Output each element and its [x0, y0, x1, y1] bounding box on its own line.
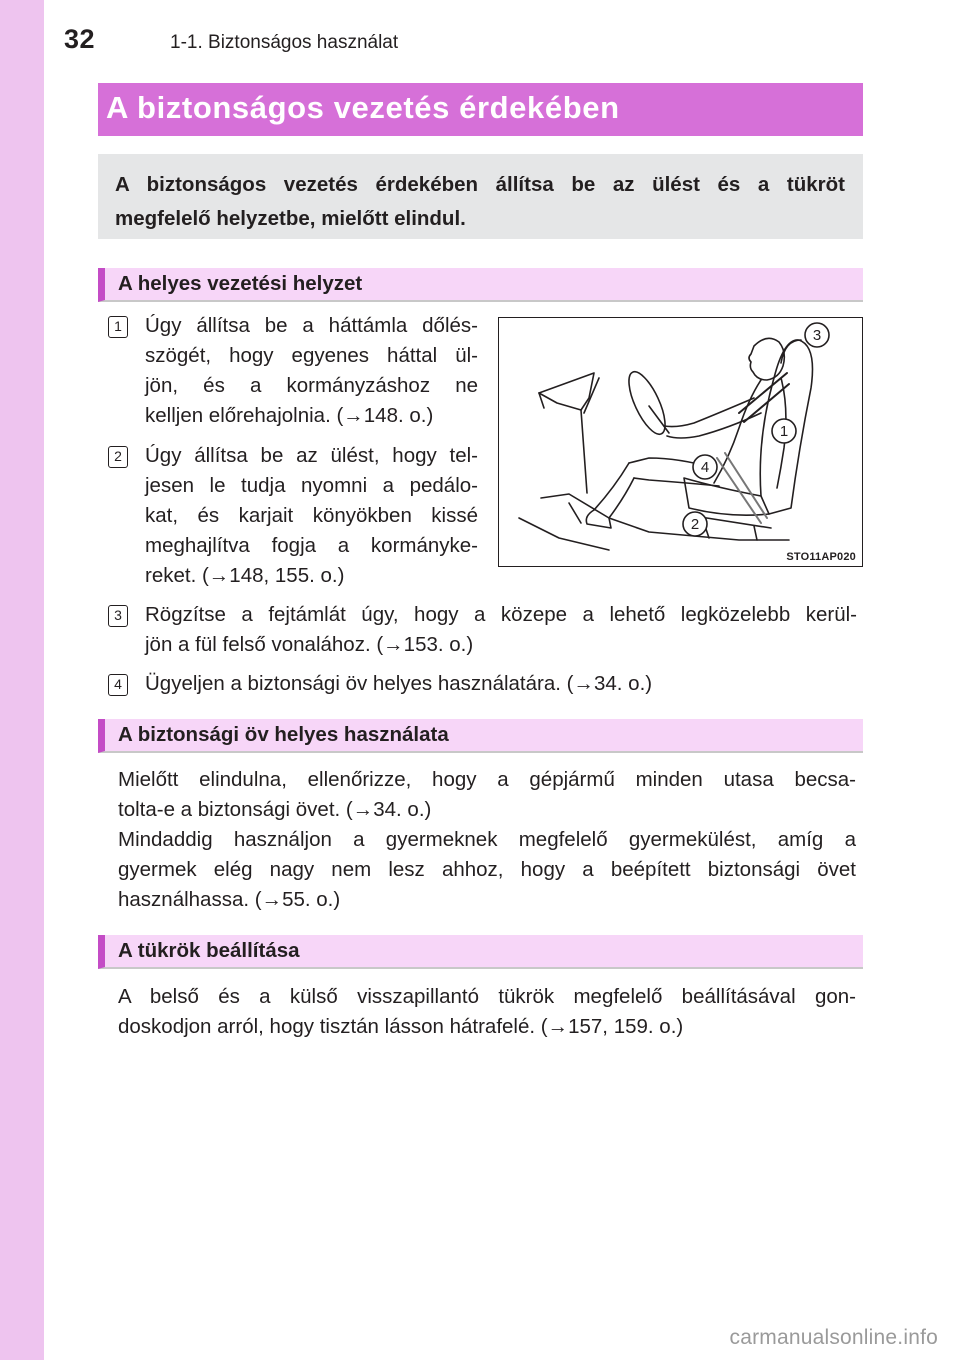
mirrors-paragraph — [118, 982, 856, 1042]
item-number-badge: 3 — [108, 605, 128, 627]
callout-4-label: 4 — [700, 459, 710, 476]
running-header: 1-1. Biztonságos használat — [170, 32, 399, 53]
list-item — [145, 669, 857, 699]
list-item — [145, 441, 478, 591]
page-title: A biztonságos vezetés érdekében — [106, 90, 620, 125]
figure-code: STO11AP020 — [786, 551, 856, 563]
item-line: Úgy állítsa be a háttámla dőlés- — [145, 314, 478, 337]
section-heading-mirrors: A tükrök beállítása — [98, 935, 863, 969]
item-number-badge: 1 — [108, 316, 128, 338]
paragraph-line: gyermek elég nagy nem lesz ahhoz, hogy a beépített biztonsági övet — [118, 858, 856, 881]
section-heading-driving-position: A helyes vezetési helyzet — [98, 268, 863, 302]
paragraph-line: Mielőtt elindulna, ellenőrizze, hogy a gépjármű minden utasa becsa- — [118, 768, 856, 791]
paragraph-line: tolta-e a biztonsági övet. (→34. o.) — [118, 798, 432, 821]
driving-position-illustration — [498, 317, 863, 567]
item-line: jön, és a kormányzáshoz ne — [145, 374, 478, 397]
item-line: Ügyeljen a biztonsági öv helyes használatára. (→34. o.) — [145, 672, 653, 695]
intro-line: A biztonságos vezetés érdekében állítsa be az ülést és a tükröt — [115, 173, 845, 196]
watermark: carmanualsonline.info — [729, 1326, 938, 1349]
callout-3-label: 3 — [812, 327, 822, 344]
item-line: jön a fül felső vonalához. (→153. o.) — [145, 633, 474, 656]
item-line: kelljen előrehajolnia. (→148. o.) — [145, 404, 434, 427]
paragraph-line: Mindaddig használjon a gyermeknek megfelelő gyermekülést, amíg a — [118, 828, 856, 851]
item-number-badge: 2 — [108, 446, 128, 468]
page-title-banner — [98, 83, 863, 136]
item-line: Úgy állítsa be az ülést, hogy tel- — [145, 444, 478, 467]
intro-box — [98, 154, 863, 239]
paragraph-line: A belső és a külső visszapillantó tükrök megfelelő beállításával gon- — [118, 985, 856, 1008]
page-number: 32 — [64, 24, 96, 54]
item-line: reket. (→148, 155. o.) — [145, 564, 345, 587]
item-line: szögét, hogy egyenes háttal ül- — [145, 344, 478, 367]
callout-1-label: 1 — [779, 423, 789, 440]
driver-seat-drawing — [499, 318, 861, 565]
callout-2-label: 2 — [690, 516, 700, 533]
paragraph-line: doskodjon arról, hogy tisztán lásson hátrafelé. (→157, 159. o.) — [118, 1015, 684, 1038]
side-color-strip — [0, 0, 44, 1360]
paragraph-line: használhassa. (→55. o.) — [118, 888, 341, 911]
section-heading-seatbelt: A biztonsági öv helyes használata — [98, 719, 863, 753]
item-line: kat, és karjait könyökben kissé — [145, 504, 478, 527]
list-item — [145, 311, 478, 431]
item-line: jesen le tudja nyomni a pedálo- — [145, 474, 478, 497]
list-item — [145, 600, 857, 660]
intro-line: megfelelő helyzetbe, mielőtt elindul. — [115, 207, 466, 230]
seatbelt-paragraph — [118, 765, 856, 915]
item-line: meghajlítva fogja a kormányke- — [145, 534, 478, 557]
item-line: Rögzítse a fejtámlát úgy, hogy a közepe a lehető legközelebb kerül- — [145, 603, 857, 626]
item-number-badge: 4 — [108, 674, 128, 696]
